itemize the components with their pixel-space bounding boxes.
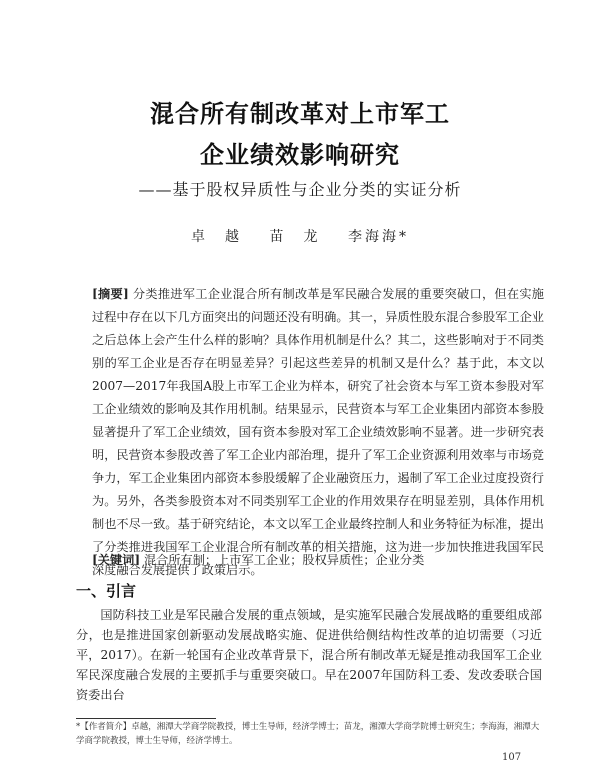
abstract-text: 分类推进军工企业混合所有制改革是军民融合发展的重要突破口，但在实施过程中存在以下几方面突出的问题还没有明确。其一，异质性股东混合参股军工企业之后总体上会产生什么样的影响？具体作用机制是什么？其二，这些影响对于不同类别的军工企业是否存在明显差异？引起这些差异的机制又是什么？基于此，本文以2007—2017年我国A股上市军工企业为样本，研究了社会资本与军工资本参股对军工企业绩效的影响及其作用机制。结果显示，民营资本与军工企业集团内部资本参股显著提升了军工企业绩效，国有资本参股对军工企业绩效影响不显著。进一步研究表明，民营资本参股改善了军工企业内部治理，提升了军工企业资源利用效率与市场竞争力，军工企业集团内部资本参股缓解了企业融资压力，遏制了军工企业过度投资行为。另外，各类参股资本对不同类别军工企业的作用效果存在明显差别，具体作用机制也不尽一致。基于研究结论，本文以军工企业最终控制人和业务特征为标准，提出了分类推进我国军工企业混合所有制改革的相关措施，这为进一步加快推进我国军民深度融合发展提供了政策启示。 xyxy=(92,287,544,577)
footnote-divider xyxy=(76,718,216,719)
abstract-label: [摘要] xyxy=(92,287,129,301)
page-number: 107 xyxy=(502,752,522,763)
author-name: 苗 龙 xyxy=(269,229,321,245)
paper-subtitle: ——基于股权异质性与企业分类的实证分析 xyxy=(138,180,462,199)
author-footnote: *【作者简介】卓越，湘潭大学商学院教授，博士生导师，经济学博士；苗龙，湘潭大学商学院博士研究生；李海海，湘潭大学商学院教授，博士生导师，经济学博士。 xyxy=(76,722,540,746)
paper-title-line2: 企业绩效影响研究 xyxy=(200,141,400,169)
keywords xyxy=(92,550,544,570)
author-list xyxy=(0,226,600,246)
keywords-text: 混合所有制；上市军工企业；股权异质性；企业分类 xyxy=(143,553,425,567)
intro-paragraph: 国防科技工业是军民融合发展的重点领域，是实施军民融合发展战略的重要组成部分，也是推进国家创新驱动发展战略实施、促进供给侧结构性改革的迫切需要（习近平，2017）。在新一轮国有企业改革背景下，混合所有制改革无疑是推动我国军工企业军民深度融合发展的主要抓手与重要突破口。早在2007年国防科工委、发改委联合国资委出台 xyxy=(76,608,542,702)
author-name: 卓 越 xyxy=(191,229,243,245)
section-heading: 一、引言 xyxy=(76,582,137,600)
keywords-label: [关键词] xyxy=(92,553,141,567)
author-name: 李海海* xyxy=(347,229,409,245)
paper-title-line1: 混合所有制改革对上市军工 xyxy=(150,100,450,128)
abstract xyxy=(92,283,544,582)
